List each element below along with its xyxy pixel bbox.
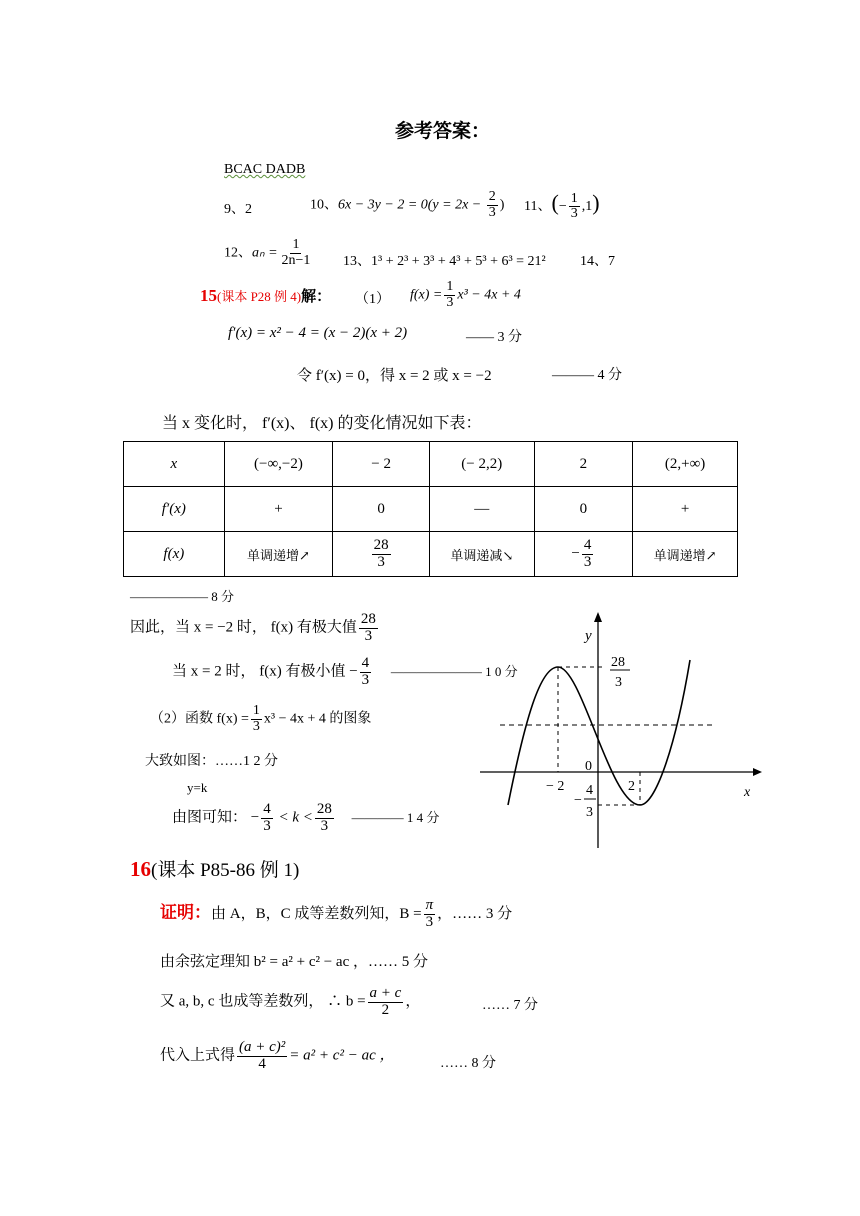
variation-table bbox=[123, 441, 738, 577]
table-cell-min: − $\frac{4}{3}$ bbox=[534, 532, 633, 577]
conclusion-line: 由图可知： − $\frac{4}{3}$ < k < $\frac{28}{3}$ ———— 1 4 分 bbox=[172, 801, 440, 834]
x-axis-label: x bbox=[744, 785, 751, 800]
q15-heading: 15(课本 P28 例 4)解： bbox=[200, 286, 332, 305]
q15-part1-label: （1） bbox=[355, 292, 390, 307]
table-cell: 0 bbox=[333, 487, 430, 532]
table-cell: — bbox=[429, 487, 534, 532]
critical-points: 令 f′(x) = 0，得 x = 2 或 x = −2 bbox=[297, 368, 492, 384]
min-value-line: 当 x = 2 时， f(x) 有极小值 − $\frac{4}{3}$ ——————— 1 0 分 bbox=[172, 655, 518, 688]
table-header-interval2: (− 2,2) bbox=[429, 442, 534, 487]
q15-function: f(x) = $\frac{1}{3}$ x³ − 4x + 4 bbox=[410, 279, 521, 310]
table-cell: 单调递增↗ bbox=[633, 532, 738, 577]
score-4: ——— 4 分 bbox=[552, 368, 622, 383]
table-header-interval3: (2,+∞) bbox=[633, 442, 738, 487]
score-8: —————— 8 分 bbox=[130, 589, 235, 604]
table-cell-max: $\frac{28}{3}$ bbox=[333, 532, 430, 577]
proof-line-4: 代入上式得 $\frac{\text{(a + c)²}}{4}$ = a² + c² − ac ， bbox=[160, 1039, 395, 1072]
q16-heading: 16(课本 P85-86 例 1) bbox=[130, 857, 300, 881]
table-row-function bbox=[124, 532, 738, 577]
x-axis-arrow bbox=[753, 768, 762, 776]
table-cell: + bbox=[633, 487, 738, 532]
table-row-x bbox=[124, 442, 738, 487]
line-y-k-label: y=k bbox=[187, 780, 208, 795]
part2-line: （2）函数 f(x) = $\frac{1}{3}$ x³ − 4x + 4 的图象 bbox=[150, 703, 372, 734]
cubic-curve bbox=[508, 660, 690, 805]
score-3: —— 3 分 bbox=[466, 330, 522, 345]
min-label-num: 4 bbox=[586, 783, 593, 798]
y-axis-label: y bbox=[585, 628, 592, 644]
origin-label: 0 bbox=[585, 759, 592, 774]
table-cell: 单调递减↘ bbox=[429, 532, 534, 577]
tick-2-label: 2 bbox=[628, 779, 635, 794]
choice-answers: BCAC DADB bbox=[224, 162, 306, 177]
table-cell: 0 bbox=[534, 487, 633, 532]
table-intro: 当 x 变化时， f′(x)、 f(x) 的变化情况如下表： bbox=[162, 415, 482, 432]
table-cell: 单调递增↗ bbox=[224, 532, 333, 577]
answer-11: 11、(− $\frac{1}{3}$ ,1) bbox=[524, 190, 600, 222]
max-label-num: 28 bbox=[611, 655, 625, 670]
answer-10: 10、6x − 3y − 2 = 0(y = 2x − $\frac{2}{3}$ ) bbox=[310, 189, 505, 220]
table-row-derivative bbox=[124, 487, 738, 532]
proof-line-2: 由余弦定理知 b² = a² + c² − ac ，…… 5 分 bbox=[160, 954, 429, 970]
table-header-x: x bbox=[124, 442, 225, 487]
page-title: 参考答案： bbox=[395, 120, 491, 142]
proof-score-7: …… 7 分 bbox=[482, 998, 538, 1013]
table-label-f: f(x) bbox=[124, 532, 225, 577]
answer-9: 9、2 bbox=[224, 202, 252, 217]
y-axis-arrow bbox=[594, 612, 602, 622]
rough-graph-note: 大致如图：……1 2 分 bbox=[145, 754, 278, 769]
answer-12: 12、aₙ = $\frac{1}{2n-1}$ bbox=[224, 237, 311, 268]
proof-line-1: 证明：由 A，B，C 成等差数列知，B = $\frac{\pi}{3}$ ，…… 3 分 bbox=[160, 897, 513, 931]
max-value-line: 因此，当 x = −2 时， f(x) 有极大值 $\frac{28}{3}$ bbox=[130, 611, 376, 644]
tick-neg2-label: − 2 bbox=[546, 779, 565, 794]
proof-line-3: 又 a, b, c 也成等差数列， ∴ b = $\frac{a + c}{2}$ ， bbox=[160, 985, 421, 1018]
table-header-2: 2 bbox=[534, 442, 633, 487]
derivative-line: f′(x) = x² − 4 = (x − 2)(x + 2) bbox=[228, 325, 408, 341]
table-header-neg2: − 2 bbox=[333, 442, 430, 487]
cubic-graph bbox=[470, 600, 770, 860]
proof-score-8: …… 8 分 bbox=[440, 1056, 496, 1071]
max-label-den: 3 bbox=[615, 675, 622, 690]
table-header-interval1: (−∞,−2) bbox=[224, 442, 333, 487]
answer-13: 13、1³ + 2³ + 3³ + 4³ + 5³ + 6³ = 21² bbox=[343, 254, 546, 269]
answer-14: 14、7 bbox=[580, 254, 615, 269]
min-label-sign: − bbox=[574, 793, 582, 808]
min-label-den: 3 bbox=[586, 805, 593, 820]
table-cell: + bbox=[224, 487, 333, 532]
table-label-fprime: f′(x) bbox=[124, 487, 225, 532]
